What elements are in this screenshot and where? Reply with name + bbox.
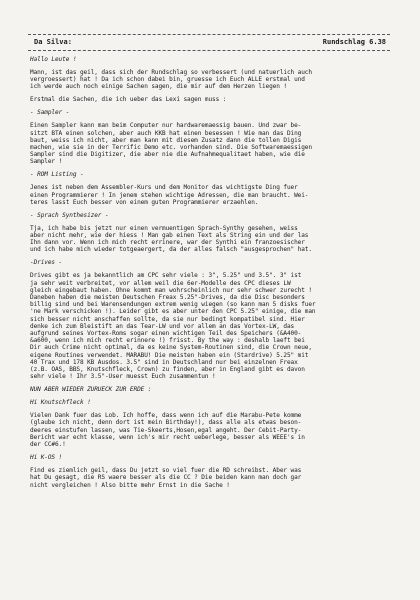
- knutschfleck-line: (glaube ich nicht, denn dort ist mein Birthday!), dass alle als etwas beson-: [30, 419, 302, 427]
- drives-line: denke ich zum Bleistift an das Tear-LW und vor allem an das Vortex-LW, das: [30, 322, 295, 330]
- rom-line: einen Programmierer ! In jenem stehen wichtige Adressen, die man braucht. Wei-: [30, 191, 309, 199]
- kos-heading: Hi K-OS !: [30, 454, 63, 462]
- author-label: Da Silva:: [34, 38, 72, 46]
- kos-line: hat Du gesagt, die RS waere besser als die CC ? Die beiden kann man doch gar: [30, 474, 302, 482]
- drives-line: sich besser nicht anschaffen sollte, da sie nur bedingt kompatibel sind. Hier: [30, 315, 305, 323]
- sampler-line: baut, weiss ich nicht, aber man kann mit diesem Zusatz dann die tollen Digis: [30, 136, 302, 144]
- synth-line: Ihn dann vor. Wenn ich mich recht errinere, war der Synthi ein franzoesischer: [30, 239, 305, 247]
- drives-line: gleich eingebaut haben. Ohne kommt man wohrscheinlich nur sehr schwer zurecht !: [30, 286, 312, 294]
- sampler-heading: - Sampler -: [30, 109, 70, 117]
- knutschfleck-line: Vielen Dank fuer das Lob. Ich hoffe, dass wenn ich auf die Marabu-Pete komme: [30, 412, 302, 420]
- drives-line: sehr viele ! Ihr 3.5"-User muesst Euch zusammentun !: [30, 373, 216, 381]
- page-header: [28, 34, 390, 51]
- drives-line: aufgrund seines Vortex-Roms sogar einen wichtigen Teil des Speichers (&A400-: [30, 330, 302, 338]
- knutschfleck-line: deeres einstufen lassen, was Tie-Skeerts,Hosen,egal angeht. Der Cebit-Party-: [30, 426, 302, 434]
- rom-line: teres lasst Euch besser von einem guten Programmierer erzaehlen.: [30, 198, 259, 206]
- synth-line: Tja, ich habe bis jetzt nur einen vermuentigen Sprach-Synthy gesehen, weiss: [30, 224, 298, 232]
- synth-line: und ich habe mich wieder totgeaergert, da der alles falsch "ausgesprochen" hat.: [30, 246, 312, 254]
- sampler-line: Einen Sampler kann man beim Computer nur hardwaremaessig bauen. Und zwar be-: [30, 122, 302, 130]
- synth-line: aber nicht mehr, wie der hiess ! Man gab einen Text als String ein und der las: [30, 232, 309, 240]
- sampler-line: machen, wie sie in der Terrific Demo etc. vorhanden sind. Die Softwaremaessigen: [30, 144, 312, 152]
- rom-line: Jenes ist neben dem Assembler-Kurs und dem Monitor das wichtigste Ding fuer: [30, 184, 298, 192]
- drives-line: 40 Trax und 178 KB Ausdos. 3.5" sind in Deutschland nur bei einzelnen Freax: [30, 358, 298, 366]
- knutschfleck-line: Bericht war echt klasse, wenn ich's mir recht ueberlege, besser als WEEE's in: [30, 433, 305, 441]
- back-to-earth-heading: NUN ABER WIEDER ZURUECK ZUR ERDE :: [30, 386, 152, 394]
- intro-line: ich werde auch noch einige Sachen sagen, die mir auf dem Herzen liegen !: [30, 83, 287, 91]
- kos-line: Find es ziemlich geil, dass Du jetzt so viel fuer die RD schreibst. Aber was: [30, 467, 302, 475]
- drives-line: Dir auch Crime nicht optimal, da es keine System-Routinen sind, die Crown neue,: [30, 344, 312, 352]
- rom-heading: - ROM Listing -: [30, 171, 84, 179]
- kos-line: nicht vergleichen ! Also bitte mehr Ernst in die Sache !: [30, 481, 230, 489]
- greeting: Hallo Leute !: [30, 56, 77, 63]
- drives-heading: -Drives -: [30, 259, 63, 267]
- knutschfleck-line: der CC#6.!: [30, 441, 66, 449]
- drives-line: 'ne Mark verschicken !). Leider gibt es aber unter den CPC 5.25" einige, die man: [30, 308, 316, 316]
- article-body: [30, 56, 394, 489]
- drives-line: Daneben haben die meisten Deutschen Freax 5.25"-Drives, da die Disc besonders: [30, 294, 305, 302]
- drives-line: eigene Routines verwendet. MARABU! Die meisten haben ein (Stardrive) 5.25" mit: [30, 351, 309, 359]
- sampler-line: Sampler sind die Digitizer, die aber nie die Aufnahmequalitaet haben, wie die: [30, 151, 305, 159]
- drives-line: &a600, wenn ich mich recht erinnere !) frisst. By the way : deshalb laeft bei: [30, 337, 305, 345]
- drives-line: ja sehr weit verbreitet, vor allem weil die 6er-Modelle des CPC dieses LW: [30, 279, 291, 287]
- sampler-line: Sampler !: [30, 158, 63, 166]
- sampler-line: sitzt BTA einen solchen, aber auch KKB hat einen besessen ! Wie man das Ding: [30, 129, 302, 137]
- intro-line: vergroessert) hat ! Da ich schon dabei bin, gruesse ich Euch ALLE erstmal und: [30, 76, 305, 84]
- drives-line: Drives gibt es ja bekanntlich am CPC sehr viele : 3", 5.25" und 3.5". 3" ist: [30, 272, 302, 280]
- intro-line: Mann, ist das geil, dass sich der Rundschlag so verbessert (und natuerlich auch: [30, 69, 312, 76]
- drives-line: (z.B. OAS, BBS, Knutschfleck, Crown) zu finden, aber in England gibt es davon: [30, 366, 305, 374]
- intro-line: Erstmal die Sachen, die ich ueber das Lexi sagen muss :: [30, 96, 227, 104]
- knutschfleck-heading: Hi Knutschfleck !: [30, 399, 91, 407]
- drives-line: billig sind und bei Warensendungen extrem wenig wiegen (so kann man 5 disks fuer: [30, 301, 316, 309]
- issue-title: Rundschlag 6.38: [322, 38, 386, 46]
- synth-heading: - Sprach Synthesizer -: [30, 211, 109, 219]
